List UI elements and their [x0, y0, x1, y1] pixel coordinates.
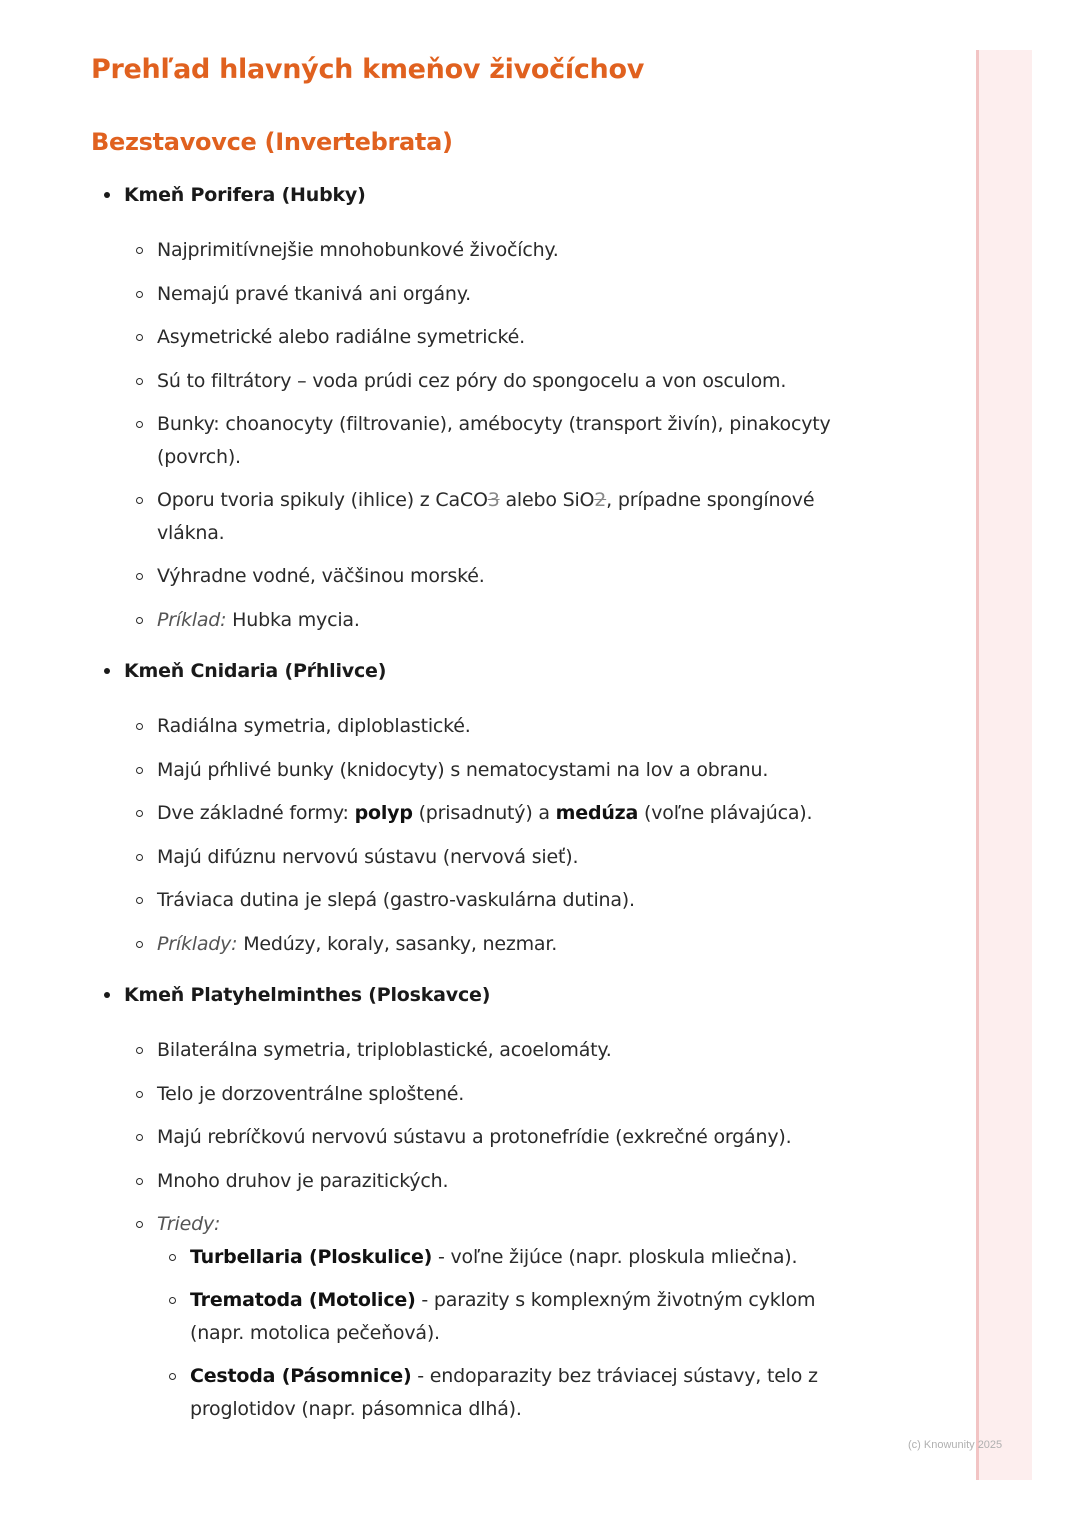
list-item	[124, 797, 831, 830]
phylum-platyhelminthes	[91, 980, 831, 1425]
example-label: Príklad:	[157, 608, 227, 631]
margin-band	[976, 50, 1032, 1480]
classes-label: Triedy:	[157, 1213, 221, 1235]
subscript-2: 2	[594, 489, 607, 511]
list-item-classes	[124, 1208, 831, 1425]
list-item	[124, 604, 831, 637]
cnidaria-list	[124, 710, 831, 960]
list-item: Telo je dorzoventrálne sploštené.	[124, 1078, 831, 1111]
phylum-title: Kmeň Platyhelminthes (Ploskavce)	[124, 980, 831, 1010]
list-item: Najprimitívnejšie mnohobunkové živočíchy.	[124, 234, 831, 267]
skeleton-text-post: , prípadne spongínové vlákna.	[157, 489, 815, 544]
example-text: Medúzy, koraly, sasanky, nezmar.	[237, 932, 558, 955]
list-item: Bilaterálna symetria, triploblastické, acoelomáty.	[124, 1034, 831, 1067]
list-item: Majú rebríčkovú nervovú sústavu a protonefrídie (exkrečné orgány).	[124, 1121, 831, 1154]
list-item: Majú difúznu nervovú sústavu (nervová sieť).	[124, 841, 831, 874]
list-item: Sú to filtrátory – voda prúdi cez póry do spongocelu a von osculom.	[124, 365, 831, 398]
skeleton-text-pre: Oporu tvoria spikuly (ihlice) z CaCO	[157, 489, 488, 511]
class-desc: - parazity s komplexným životným cyklom (napr. motolica pečeňová).	[190, 1289, 816, 1344]
phylum-title: Kmeň Cnidaria (Pŕhlivce)	[124, 656, 831, 686]
class-name: Turbellaria (Ploskulice)	[190, 1245, 433, 1268]
phylum-porifera	[91, 180, 831, 636]
class-item	[157, 1284, 831, 1349]
class-desc: - voľne žijúce (napr. ploskula mliečna).	[432, 1245, 798, 1268]
forms-mid: (prisadnutý) a	[412, 802, 556, 824]
list-item: Radiálna symetria, diploblastické.	[124, 710, 831, 743]
subscript-3: 3	[487, 489, 500, 511]
list-item: Mnoho druhov je parazitických.	[124, 1165, 831, 1198]
polyp-term: polyp	[354, 802, 413, 824]
porifera-list	[124, 234, 831, 636]
list-item	[124, 484, 831, 549]
phylum-cnidaria	[91, 656, 831, 960]
list-item: Asymetrické alebo radiálne symetrické.	[124, 321, 831, 354]
forms-pre: Dve základné formy:	[157, 802, 355, 824]
class-item	[157, 1360, 831, 1425]
class-item	[157, 1241, 831, 1274]
class-desc: - endoparazity bez tráviacej sústavy, telo z proglotidov (napr. pásomnica dlhá).	[190, 1365, 818, 1420]
phylum-title: Kmeň Porifera (Hubky)	[124, 180, 831, 210]
list-item	[124, 928, 831, 961]
medusa-term: medúza	[555, 802, 639, 824]
class-name: Trematoda (Motolice)	[190, 1289, 416, 1311]
forms-post: (voľne plávajúca).	[638, 802, 813, 824]
example-text: Hubka mycia.	[226, 608, 360, 631]
copyright-footer: (c) Knowunity 2025	[908, 1439, 1003, 1451]
skeleton-text-mid: alebo SiO	[499, 489, 595, 511]
platyhelminthes-list	[124, 1034, 831, 1425]
page-title: Prehľad hlavných kmeňov živočíchov	[91, 54, 645, 85]
list-item: Bunky: choanocyty (filtrovanie), amébocyty (transport živín), pinakocyty (povrch).	[124, 408, 831, 473]
list-item: Nemajú pravé tkanivá ani orgány.	[124, 278, 831, 311]
list-item: Majú pŕhlivé bunky (knidocyty) s nematocystami na lov a obranu.	[124, 754, 831, 787]
list-item: Tráviaca dutina je slepá (gastro-vaskulárna dutina).	[124, 884, 831, 917]
class-name: Cestoda (Pásomnice)	[190, 1365, 412, 1387]
section-heading: Bezstavovce (Invertebrata)	[91, 128, 453, 156]
example-label: Príklady:	[157, 932, 238, 955]
classes-list	[157, 1241, 831, 1426]
document-content	[91, 48, 831, 1436]
list-item: Výhradne vodné, väčšinou morské.	[124, 560, 831, 593]
